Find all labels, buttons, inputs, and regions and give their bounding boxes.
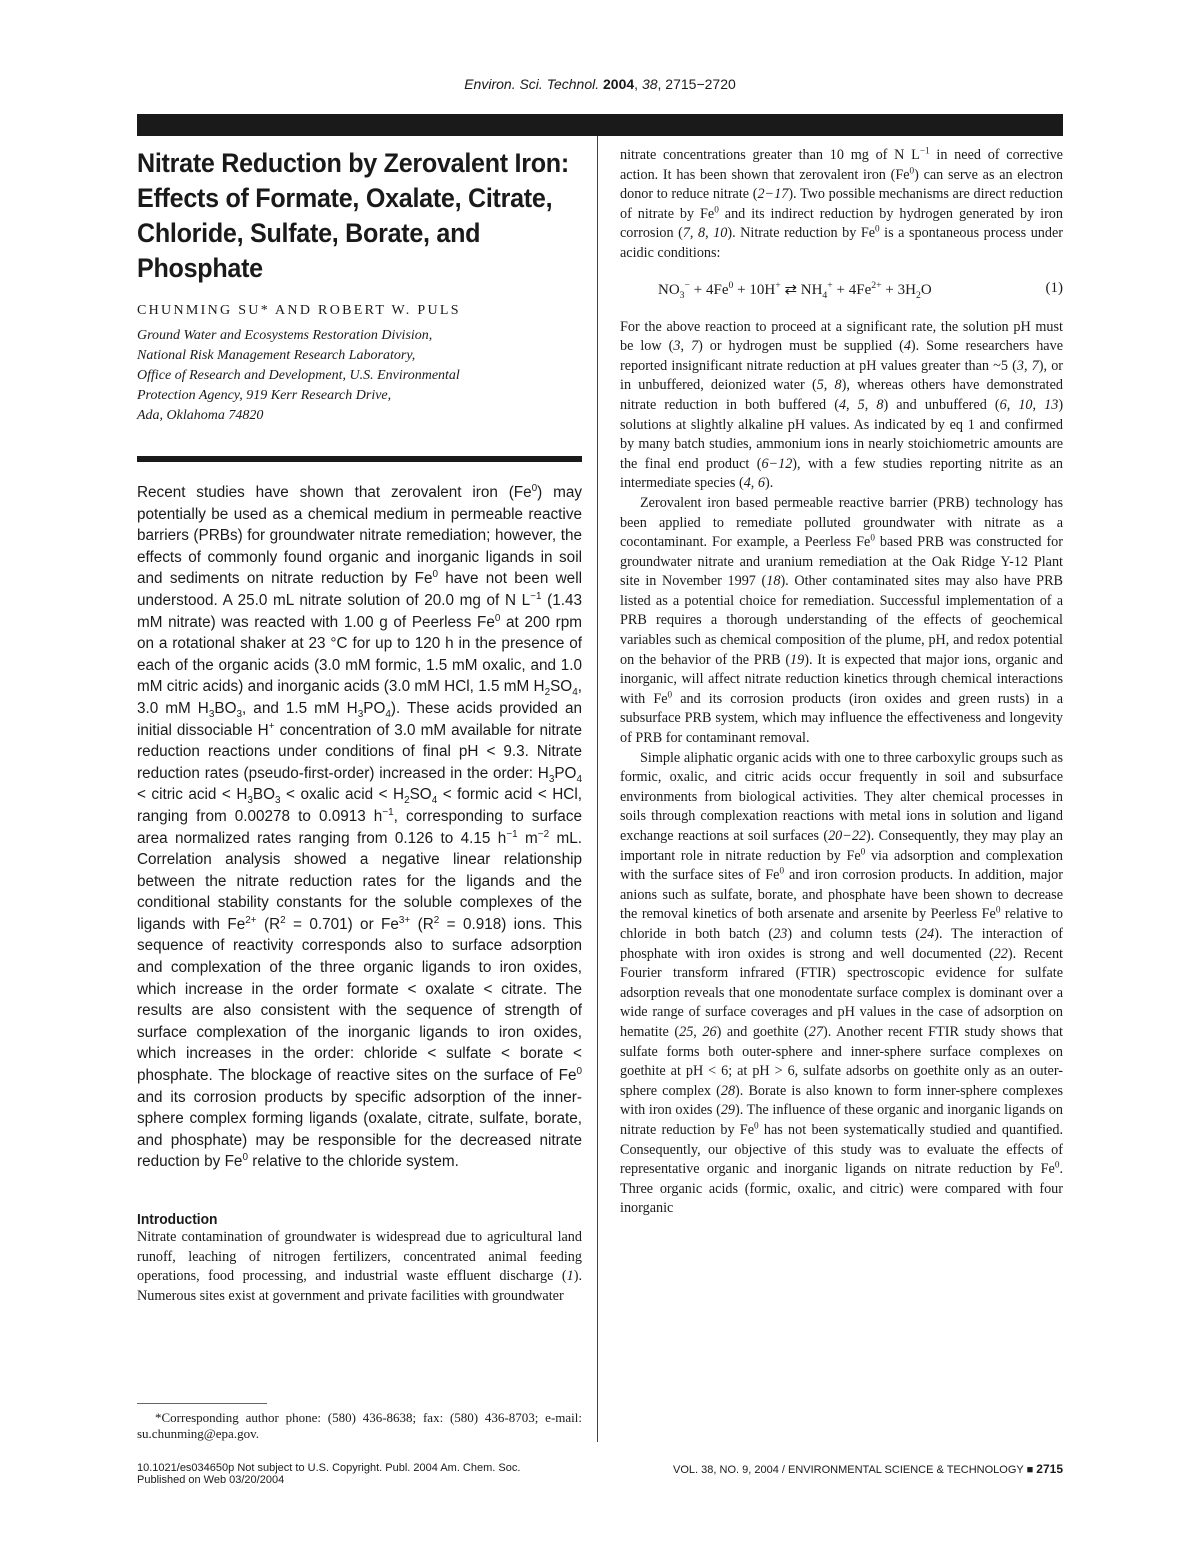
introduction-text: Nitrate contamination of groundwater is widespread due to agricultural land runoff, leaching of nitrogen fertilizers, concentrated animal feeding operations, food processing, and industrial waste effluent discharge (1). Numerous sites exist at government and private facilities with groundwater [137, 1229, 582, 1304]
journal-volume: 38 [641, 76, 658, 92]
publication-date-line: Published on Web 03/20/2004 [137, 1474, 285, 1486]
header-bar [137, 114, 1063, 136]
equation-number: (1) [1045, 279, 1063, 296]
page-number: 2715 [1036, 1462, 1063, 1476]
author-list: CHUNMING SU* AND ROBERT W. PULS [137, 303, 461, 318]
affiliation-line: National Risk Management Research Laboratory, [137, 348, 416, 363]
equation-1 [620, 280, 1063, 302]
body-text: nitrate concentrations greater than 10 mg of N $L^{-1}$ in need of corrective action. It has been shown that zerovalent iron (Fe$^0$) can serve as an electron donor to reduce nitrate (2−17). Two possible mechanisms are direct reduction of nitrate by Fe$^0$ and its indirect reduction by hydrogen generated by iron corrosion (7, 8, 10). Nitrate reduction by Fe$^0$ is a spontaneous process under acidic conditions: [620, 145, 1063, 261]
left-column [137, 146, 582, 1306]
journal-citation: Environ. Sci. Technol. 2004, 38, 2715−2720 [464, 76, 736, 92]
journal-footer [673, 1462, 1063, 1476]
section-heading-introduction: Introduction [137, 1211, 218, 1228]
journal-name: Environ. Sci. Technol. [464, 76, 600, 92]
corresponding-author-footnote: *Corresponding author phone: (580) 436-8638; fax: (580) 436-8703; e-mail: su.chunming@epa.gov. [137, 1410, 582, 1441]
affiliation [137, 326, 582, 426]
column-divider [597, 136, 598, 1442]
equation-expression: $NO_3^- + 4Fe^0 + 10H^+$ ⇄ $NH_4^+ + 4Fe^{2+} + 3H_2O$ [658, 279, 932, 301]
footnote-rule [137, 1403, 267, 1404]
paper-title: Nitrate Reduction by Zerovalent Iron: Effects of Formate, Oxalate, Citrate, Chloride, Sulfate, Borate, and Phosphate [137, 148, 569, 283]
affiliation-line: Office of Research and Development, U.S. Environmental [137, 368, 460, 383]
footer-square-icon: ■ [1026, 1464, 1034, 1476]
right-column [620, 146, 1063, 1219]
footer-journal-info: VOL. 38, NO. 9, 2004 / ENVIRONMENTAL SCIENCE & TECHNOLOGY [673, 1464, 1024, 1476]
body-text-continued: For the above reaction to proceed at a significant rate, the solution pH must be low (3, 7) or hydrogen must be supplied (4). Some researchers have reported insignificant nitrate reduction at pH values greater than ~5 (3, 7), or in unbuffered, deionized water (5, 8), whereas others have demonstrated nitrate reduction in both buffered (4, 5, 8) and unbuffered (6, 10, 13) solutions at slightly alkaline pH values. As indicated by eq 1 and confirmed by many batch studies, ammonium ions in nearly stoichiometric amounts are the final end product (6−12), with a few studies reporting nitrite as an intermediate species (4, 6). Zerovalent iron based permeable reactive barrier (PRB) technology has been applied to remediate polluted groundwater with nitrate as a cocontaminant. For example, a Peerless Fe$^0$ based PRB was constructed for groundwater nitrate and uranium remediation at the Oak Ridge Y-12 Plant site in November 1997 (18). Other contaminated sites may also have PRB listed as a potential choice for remediation. Successful implementation of a PRB requires a thorough understanding of the effects of geochemical variables such as chemical composition of the plume, pH, and redox potential on the behavior of the PRB (19). It is expected that major ions, organic and inorganic, will affect nitrate reduction kinetics through chemical interactions with Fe$^0$ and its corrosion products (iron oxides and green rusts) in a subsurface PRB system, which may influence the effectiveness and longevity of PRB for contaminant removal. Simple aliphatic organic acids with one to three carboxylic groups such as formic, oxalic, and citric acids occur frequently in soil and subsurface environments from biological activities. They alter chemical processes in soils through complexation reactions with metal ions in solution and ligand exchange reactions at soil surfaces (20−22). Consequently, they may play an important role in nitrate reduction by Fe$^0$ via adsorption and complexation with the surface sites of Fe$^0$ and iron corrosion products. In addition, major anions such as sulfate, borate, and phosphate have been shown to decrease the removal kinetics of both arsenate and arsenite by Peerless Fe$^0$ relative to chloride in both batch (23) and column tests (24). The interaction of phosphate with iron oxides is strong and well documented (22). Recent Fourier transform infrared (FTIR) spectroscopic evidence for sulfate adsorption reveals that one monodentate surface complex is dominant over a wide range of surface coverages and pH values in the case of adsorption on hematite (25, 26) and goethite (27). Another recent FTIR study shows that sulfate forms both outer-sphere and inner-sphere surface complexes on goethite at pH < 6; at pH > 6, sulfate adsorbs on goethite only as an outer-sphere complex (28). Borate is also known to form inner-sphere complexes with iron oxides (29). The influence of these organic and inorganic ligands on nitrate reduction by Fe$^0$ has not been systematically studied and quantified. Consequently, our objective of this study was to evaluate the effects of representative organic and inorganic ligands on nitrate reduction by Fe$^0$. Three organic acids (formic, oxalic, and citric) were compared with four inorganic [620, 318, 1064, 1217]
doi-footer [137, 1462, 520, 1486]
affiliation-line: Ground Water and Ecosystems Restoration Division, [137, 328, 433, 343]
abstract-rule [137, 456, 582, 462]
journal-pages: 2715−2720 [665, 76, 736, 92]
journal-year: 2004 [603, 76, 635, 92]
affiliation-line: Ada, Oklahoma 74820 [137, 408, 264, 423]
doi-line: 10.1021/es034650p Not subject to U.S. Copyright. Publ. 2004 Am. Chem. Soc. [137, 1462, 521, 1474]
affiliation-line: Protection Agency, 919 Kerr Research Drive, [137, 388, 392, 403]
abstract: Recent studies have shown that zerovalent iron (Fe$^0$) may potentially be used as a chemical medium in permeable reactive barriers (PRBs) for groundwater nitrate remediation; however, the effects of commonly found organic and inorganic ligands in soil and sediments on nitrate reduction by Fe$^0$ have not been well understood. A 25.0 mL nitrate solution of 20.0 mg of N $L^{-1}$ (1.43 mM nitrate) was reacted with 1.00 g of Peerless Fe$^0$ at 200 rpm on a rotational shaker at 23 °C for up to 120 h in the presence of each of the organic acids (3.0 mM formic, 1.5 mM oxalic, and 1.0 mM citric acids) and inorganic acids (3.0 mM HCl, 1.5 mM $H_2SO_4$, 3.0 mM $H_3BO_3$, and 1.5 mM $H_3PO_4$). These acids provided an initial dissociable H+ concentration of 3.0 mM available for nitrate reduction reactions under conditions of final pH < 9.3. Nitrate reduction rates (pseudo-first-order) increased in the order: $H_3PO_4$ < citric acid < $H_3BO_3$ < oxalic acid < $H_2SO_4$ < formic acid < HCl, ranging from 0.00278 to 0.0913 $h^{-1}$, corresponding to surface area normalized rates ranging from 0.126 to 4.15 $h^{-1}$ $m^{-2}$ mL. Correlation analysis showed a negative linear relationship between the nitrate reduction rates for the ligands and the conditional stability constants for the soluble complexes of the ligands with $Fe^{2+}$ $(R^2 = 0.701)$ or $Fe^{3+}$ $(R^2 = 0.918)$ ions. This sequence of reactivity corresponds also to surface adsorption and complexation of the three organic ligands to iron oxides, which increase in the order formate < oxalate < citrate. The results are also consistent with the sequence of strength of surface complexation of the inorganic ligands to iron oxides, which increases in the order: chloride < sulfate < borate < phosphate. The blockage of reactive sites on the surface of Fe$^0$ and its corrosion products by specific adsorption of the inner-sphere complex forming ligands (oxalate, citrate, sulfate, borate, and phosphate) may be responsible for the decreased nitrate reduction by Fe$^0$ relative to the chloride system. [137, 482, 583, 1171]
